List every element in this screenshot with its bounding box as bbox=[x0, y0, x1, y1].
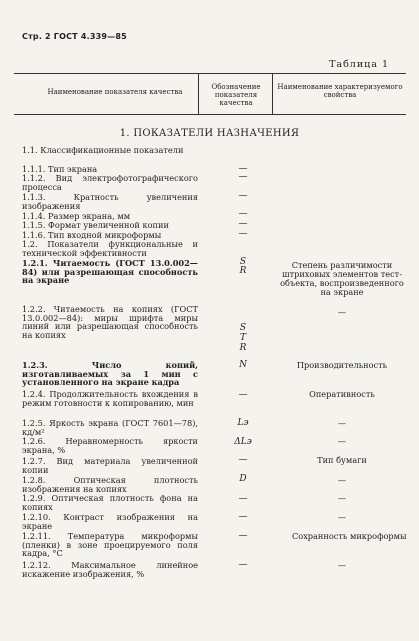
row-symbol: N bbox=[239, 360, 247, 370]
row-property: — bbox=[337, 560, 347, 570]
table-row bbox=[22, 240, 198, 257]
row-text: 1.1.2. Вид электрофотографического процесса bbox=[22, 173, 198, 192]
row-property: — bbox=[337, 475, 347, 485]
table-row bbox=[22, 457, 198, 474]
row-text: 1.2. Показатели функциональные и технической эффективности bbox=[22, 239, 198, 258]
table-row bbox=[22, 146, 198, 155]
table-row bbox=[22, 532, 198, 558]
row-property: Производительность bbox=[296, 360, 388, 370]
table-row bbox=[22, 174, 198, 191]
row-property: — bbox=[337, 493, 347, 503]
row-text: 1.2.7. Вид материала увеличенной копии bbox=[22, 456, 198, 475]
row-property: Тип бумаги bbox=[317, 455, 367, 465]
table-header-rule bbox=[14, 114, 406, 115]
row-symbol: ΔLэ bbox=[234, 437, 252, 447]
row-symbol: — bbox=[238, 209, 248, 219]
row-symbol: — bbox=[238, 494, 248, 504]
row-property: — bbox=[337, 307, 347, 317]
table-row bbox=[22, 221, 198, 230]
row-property: Степень различимости штриховых элементов тест-объекта, воспроизведенного на экране bbox=[280, 260, 404, 297]
row-text: 1.1.3. Кратность увеличения изображения bbox=[22, 192, 198, 211]
row-symbol: — bbox=[238, 229, 248, 239]
row-text: 1.1.6. Тип входной микроформы bbox=[22, 230, 162, 240]
row-symbol: — bbox=[238, 560, 248, 570]
row-property: — bbox=[337, 418, 347, 428]
table-row bbox=[22, 494, 198, 511]
row-text: 1.2.3. Число копий, изготавливаемых за 1 мин с установленного на экране кадра bbox=[22, 360, 198, 388]
row-text: 1.1.5. Формат увеличенной копии bbox=[22, 220, 169, 230]
table-row bbox=[22, 437, 198, 454]
section-title: 1. ПОКАЗАТЕЛИ НАЗНАЧЕНИЯ bbox=[119, 128, 300, 139]
row-symbol: — bbox=[238, 164, 248, 174]
table-row bbox=[22, 476, 198, 493]
row-property: — bbox=[337, 512, 347, 522]
row-text: 1.1.1. Тип экрана bbox=[22, 164, 98, 174]
table-row bbox=[22, 390, 198, 407]
row-property: — bbox=[337, 436, 347, 446]
row-text: 1.1. Классификационные показатели bbox=[22, 145, 184, 155]
column-divider-1 bbox=[198, 74, 199, 114]
row-symbol: S T R bbox=[239, 323, 247, 353]
row-symbol: — bbox=[238, 172, 248, 182]
row-text: 1.2.6. Неравномерность яркости экрана, % bbox=[22, 436, 198, 455]
row-text: 1.2.1. Читаемость (ГОСТ 13.0.002—84) или разрешающая способность на экране bbox=[22, 258, 198, 286]
page-header: Стр. 2 ГОСТ 4.339—85 bbox=[22, 32, 127, 41]
row-symbol: S R bbox=[239, 257, 247, 276]
row-text: 1.2.12. Максимальное линейное искажение изображения, % bbox=[22, 560, 198, 579]
column-header-symbol: Обозначение показателя качества bbox=[211, 83, 261, 107]
row-text: 1.2.9. Оптическая плотность фона на копиях bbox=[22, 493, 198, 512]
row-symbol: — bbox=[238, 512, 248, 522]
table-name: Таблица 1 bbox=[329, 59, 389, 70]
row-text: 1.2.8. Оптическая плотность изображения на копиях bbox=[22, 475, 198, 494]
table-row bbox=[22, 259, 198, 285]
row-text: 1.2.10. Контраст изображения на экране bbox=[22, 512, 198, 531]
row-symbol: Lэ bbox=[237, 418, 249, 428]
column-header-property: Наименование характеризуемого свойства bbox=[277, 83, 403, 99]
row-text: 1.2.5. Яркость экрана (ГОСТ 7601—78), кд/м² bbox=[22, 418, 198, 437]
column-divider-2 bbox=[272, 74, 273, 114]
row-text: 1.2.2. Читаемость на копиях (ГОСТ 13.0.002—84): миры шрифта миры линий или разрешающая способность на копиях bbox=[22, 304, 198, 341]
row-symbol: — bbox=[238, 191, 248, 201]
table-top-rule bbox=[14, 73, 406, 74]
row-property: Сохранность микроформы bbox=[292, 531, 407, 541]
row-symbol: — bbox=[238, 455, 248, 465]
row-symbol: — bbox=[238, 390, 248, 400]
row-text: 1.2.11. Температура микроформы (пленки) в зоне проецируемого поля кадра, °С bbox=[22, 531, 198, 559]
row-text: 1.1.4. Размер экрана, мм bbox=[22, 211, 131, 221]
row-symbol: D bbox=[239, 474, 247, 484]
row-text: 1.2.4. Продолжительность вхождения в режим готовности к копированию, мин bbox=[22, 389, 198, 408]
row-symbol: — bbox=[238, 531, 248, 541]
column-header-name: Наименование показателя качества bbox=[47, 88, 183, 96]
table-row bbox=[22, 305, 198, 340]
table-row bbox=[22, 561, 198, 578]
table-row bbox=[22, 193, 198, 210]
table-row bbox=[22, 513, 198, 530]
table-row bbox=[22, 419, 198, 436]
row-property: Оперативность bbox=[309, 389, 375, 399]
row-symbol: — bbox=[238, 219, 248, 229]
table-row bbox=[22, 361, 198, 387]
